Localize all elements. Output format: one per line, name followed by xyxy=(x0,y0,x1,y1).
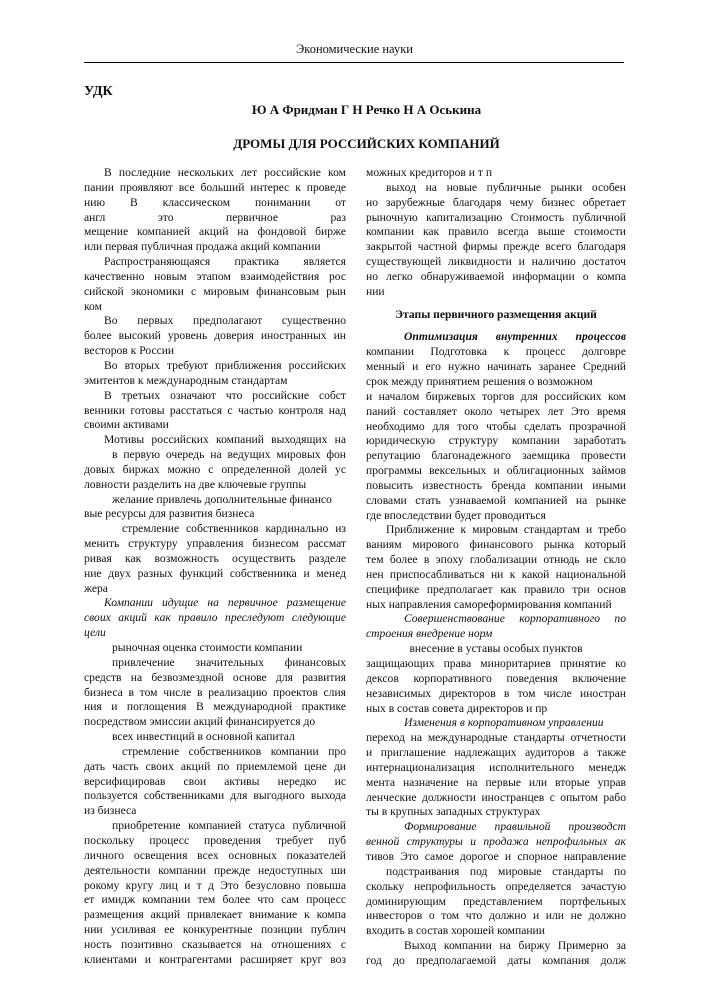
text-line: Совершенствование корпоративного по xyxy=(404,612,626,626)
text-line: юридическую структуру компании заработать xyxy=(366,434,626,448)
text-line: нен приспосабливаться ни к какой национальной xyxy=(366,567,626,581)
text-line: бизнеса в том числе в реализацию проектов слия xyxy=(84,685,346,699)
text-line: ваниям мирового финансового рынка который xyxy=(366,538,626,552)
text-line: сийской экономики с мировым финансовым рын xyxy=(84,284,346,298)
text-line: ние двух разных функций собственника и менед xyxy=(84,566,346,580)
text-line: ния и поглощения В международной практике xyxy=(84,700,346,714)
text-line: Распространяющаяся практика является xyxy=(104,255,346,269)
text-line: Во первых предполагают существенно xyxy=(104,314,346,328)
text-line: англ это первичное раз xyxy=(84,210,346,224)
text-line: нии усиливая ее конкурентные позиции публич xyxy=(84,923,346,937)
text-line: приобретение компанией статуса публичной xyxy=(112,819,346,833)
line-gap xyxy=(366,322,626,330)
text-line: версифицировав свои активы нередко ис xyxy=(84,774,346,788)
text-line: тивов Это самое дорогое и спорное направление xyxy=(366,849,626,863)
text-line: строения внедрение норм xyxy=(366,627,493,641)
authors-line: Ю А Фридман Г Н Речко Н А Оськина xyxy=(251,102,482,117)
text-line: доминирующим представлением портфельных xyxy=(366,894,626,908)
text-line: вые ресурсы для развития бизнеса xyxy=(84,507,255,521)
text-line: Во вторых требуют приближения российских xyxy=(104,358,346,372)
article-title: ДРОМЫ ДЛЯ РОССИЙСКИХ КОМПАНИЙ xyxy=(233,136,500,151)
text-line: средств на безвозмездной основе для развития xyxy=(84,670,346,684)
text-line: инвесторов о том что должно и или не должно xyxy=(366,909,626,923)
text-line: внесение в уставы особых пунктов xyxy=(409,642,583,656)
text-line: жера xyxy=(84,581,108,595)
text-line: более высокий уровень доверия иностранных ин xyxy=(84,329,346,343)
text-line: скольку непрофильность определяется зачастую xyxy=(366,879,626,893)
text-line: посредством эмиссии акций финансируется до xyxy=(84,715,316,729)
text-line: компании как правило всегда выше стоимости xyxy=(366,225,626,239)
text-line: ность позитивно сказывается на отношениях с xyxy=(84,937,346,951)
text-line: менный и его нужно начинать заранее Средний xyxy=(366,360,626,374)
text-line: входить в состав хорошей компании xyxy=(366,924,545,938)
text-line: Компании идущие на первичное размещение xyxy=(104,596,346,610)
text-line: поскольку процесс проведения требует пуб xyxy=(84,833,346,847)
text-line: мещение компанией акций на фондовой бирже xyxy=(84,225,346,239)
text-line: венной структуры и продажа непрофильных ак xyxy=(366,835,626,849)
text-line: личного освещения всех основных показателей xyxy=(84,848,346,862)
text-line: своими активами xyxy=(84,418,169,432)
text-line: программы вексельных и облигационных займов xyxy=(366,464,626,478)
left-text-column xyxy=(84,166,346,968)
text-line: мента назначение на первые или вторые управ xyxy=(366,775,626,789)
right-text-column xyxy=(366,166,626,969)
text-line: всех инвестиций в основной капитал xyxy=(112,730,295,744)
text-line: Выход компании на биржу Примерно за xyxy=(404,939,626,953)
header-rule xyxy=(84,62,624,63)
text-line: В последние нескольких лет российские ком xyxy=(104,166,346,179)
text-line: стремление собственников компании про xyxy=(122,744,346,758)
text-line: Мотивы российских компаний выходящих на xyxy=(104,433,346,447)
text-line: эмитентов к международным стандартам xyxy=(84,373,288,387)
text-line: и началом биржевых торгов для российских ком xyxy=(366,389,626,403)
text-line: ленческие должности иностранцев с опытом рабо xyxy=(366,790,626,804)
text-line: защищающих права миноритариев принятие ко xyxy=(366,657,626,670)
text-line: нию В классическом понимании от xyxy=(84,195,346,209)
text-line: или первая публичная продажа акций компании xyxy=(84,240,321,254)
text-line: своих акций как правило преследуют следующие xyxy=(84,611,346,625)
text-line: можных кредиторов и т п xyxy=(366,166,493,179)
text-line: из бизнеса xyxy=(84,804,137,818)
text-line: ет имидж компании тем более что сам процесс xyxy=(84,893,346,907)
text-line: пользуется собственниками для выгодного выхода xyxy=(84,789,346,803)
text-line: словами стать узнаваемой компанией на рынке xyxy=(366,493,626,507)
running-head: Экономические науки xyxy=(296,42,413,56)
udk-label: УДК xyxy=(84,84,113,99)
section-heading-line: Оптимизация внутренних процессов xyxy=(404,330,626,344)
text-line: компании Подготовка к процесс долговре xyxy=(366,345,626,359)
text-line: год до предполагаемой даты компания долж xyxy=(366,953,626,967)
text-line: независимых директоров в том числе иностран xyxy=(366,686,626,700)
text-line: рыночная оценка стоимости компании xyxy=(112,641,303,654)
text-line: в первую очередь на ведущих мировых фон xyxy=(112,448,346,462)
text-line: ных направления самореформирования компаний xyxy=(366,597,612,611)
text-line: но зарубежные благодаря чему бизнес обретает xyxy=(366,195,626,209)
text-line: повысить известность бренда компании иными xyxy=(366,478,626,492)
text-line: интернационализация исполнительного менедж xyxy=(366,760,626,774)
text-line: клиентами и контрагентами расширяет круг воз xyxy=(84,952,346,966)
text-line: стремление собственников кардинально из xyxy=(122,522,346,536)
text-line: Формирование правильной производст xyxy=(404,820,626,834)
text-line: рокому кругу лиц и т д Это безусловно повыша xyxy=(84,878,346,892)
text-line: подстраивания под мировые стандарты по xyxy=(386,864,626,878)
text-line: цели xyxy=(84,626,106,640)
text-line: Приближение к мировым стандартам и требо xyxy=(386,523,626,537)
text-line: ривая как возможность осуществить разделе xyxy=(84,551,346,565)
text-line: дексов корпоративного поведения включение xyxy=(366,671,626,685)
text-line: нии xyxy=(366,284,385,298)
text-line: рыночную капитализацию Стоимость публичной xyxy=(366,210,626,224)
text-line: ловности разделить на две ключевые группы xyxy=(84,477,307,491)
text-line: ком xyxy=(84,299,102,313)
text-line: ты в крупных западных структурах xyxy=(366,805,541,819)
text-line: деятельности компании прежде недоступных ши xyxy=(84,863,346,877)
text-line: репутацию благонадежного заемщика провести xyxy=(366,449,626,463)
text-line: необходимо для того чтобы сделать прозрачной xyxy=(366,419,626,433)
text-line: переход на международные стандарты отчетности xyxy=(366,731,626,745)
text-line: существующей ликвидности и наличию достаточ xyxy=(366,255,626,269)
text-line: дать часть своих акций по приемлемой цене ди xyxy=(84,759,346,773)
text-line: пании проявляют все больший интерес к проведе xyxy=(84,180,346,194)
text-line: срок между принятием решения о возможном xyxy=(366,374,593,388)
line-gap xyxy=(366,300,626,308)
text-line: закрытой частной фирмы прежде всего благодаря xyxy=(366,240,626,254)
text-line: качественно новым этапом взаимодействия рос xyxy=(84,269,346,283)
text-line: весторов к России xyxy=(84,344,175,358)
text-line: ных в состав совета директоров и пр xyxy=(366,701,548,715)
text-line: желание привлечь дополнительные финансо xyxy=(112,492,332,506)
text-line: довых биржах можно с определенной долей ус xyxy=(84,462,346,476)
section-heading-line: Этапы первичного размещения акций xyxy=(395,307,597,321)
text-line: размещения акций привлекает внимание к компа xyxy=(84,908,346,922)
text-line: В третьих означают что российские собст xyxy=(104,388,346,402)
text-line: специфике предполагает как правило три основ xyxy=(366,582,626,596)
text-line: менить структуру управления бизнесом рассмат xyxy=(84,537,346,551)
text-line: привлечение значительных финансовых xyxy=(112,655,346,669)
text-line: где впоследствии будет проводиться xyxy=(366,508,546,522)
text-line: венники готовы расстаться с частью контроля над xyxy=(84,403,346,417)
text-line: выход на новые публичные рынки особен xyxy=(386,180,626,194)
text-line: но легко обнаруживаемой информации о компа xyxy=(366,269,626,283)
text-line: и приглашение надлежащих аудиторов а также xyxy=(366,746,626,760)
text-line: Изменения в корпоративном управлении xyxy=(404,716,604,730)
text-line: тем более в эпоху глобализации отнюдь не скло xyxy=(366,553,626,567)
text-line: паний составляет около четырех лет Это время xyxy=(366,404,626,418)
